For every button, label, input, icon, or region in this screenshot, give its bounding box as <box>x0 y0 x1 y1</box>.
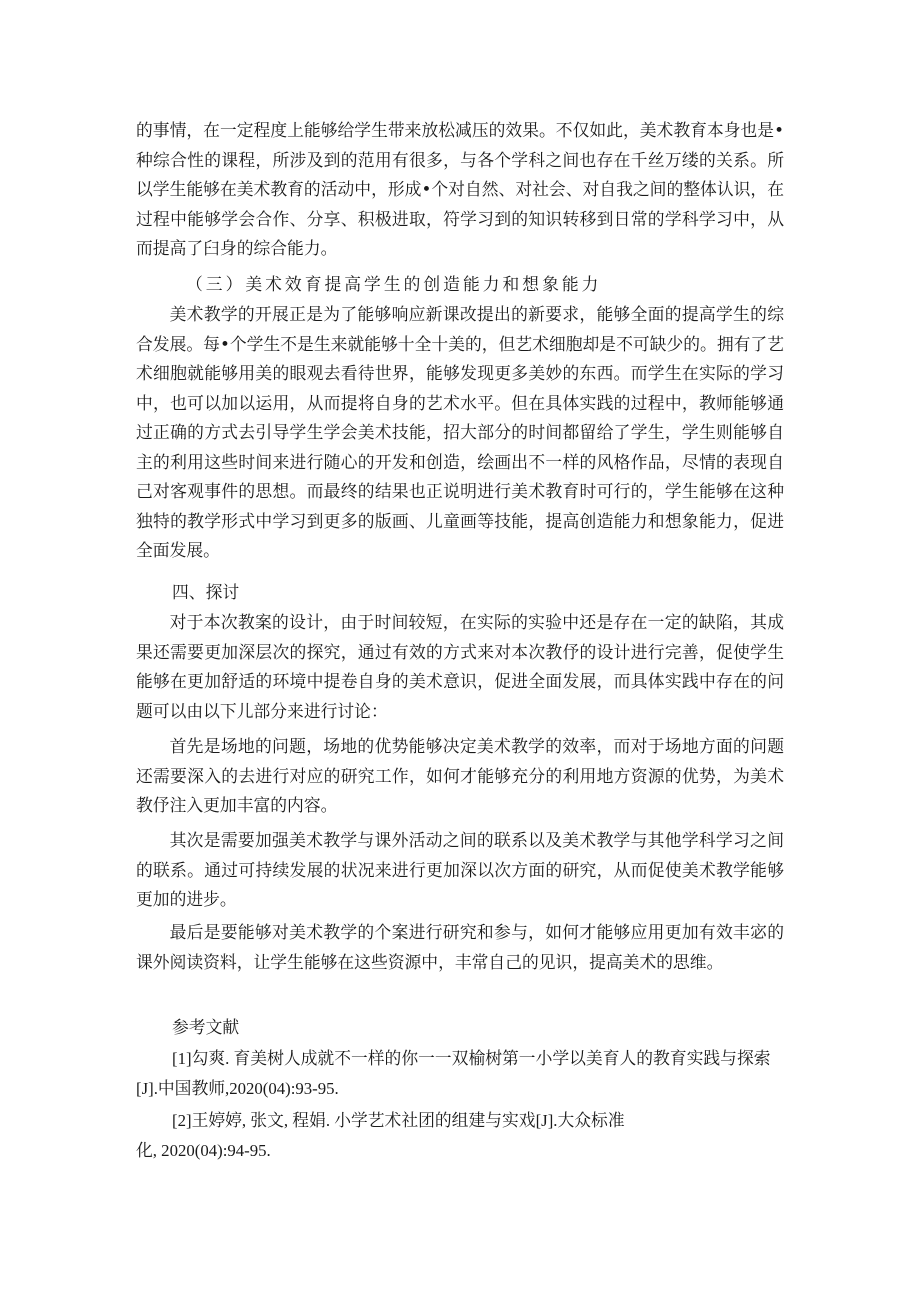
paragraph-comprehensive-ability: 的事情，在一定程度上能够给学生带来放松减压的效果。不仅如此，美术教育本身也是•种综合性的课程，所涉及到的范用有很多，与各个学科之间也存在千丝万缕的关系。所以学生能够在美术教育的活动中，形成•个对自然、对社会、对自我之间的整体认识，在过程中能够学会合作、分享、积极进取，符学习到的知识转移到日常的学科学习中，从而提高了臼身的综合能力。 <box>136 120 784 258</box>
reference-item-2 <box>136 1106 784 1165</box>
paragraph-extracurricular-link: 其次是需要加强美术教学与课外活动之间的联系以及美术教学与其他学科学习之间的联系。通过可持续发展的状况来进行更加深以次方面的研究，从而促使美术教学能够更加的进步。 <box>136 830 784 909</box>
paragraph-case-study: 最后是要能够对美术教学的个案进行研究和参与，如何才能够应用更加有效丰宓的课外阅读资料，让学生能够在这些资源中，丰常自己的见识，提高美术的思维。 <box>136 922 784 972</box>
reference-1-line-1: [1]勾爽. 育美树人成就不一样的你一一双榆树第一小学以美育人的教育实践与探索 <box>172 1049 771 1068</box>
reference-2-line-1: [2]王婷婷, 张文, 程娟. 小学艺术社团的组建与实戏[J].大众标准 <box>172 1111 625 1130</box>
section-heading-creativity: （三）美术效育提高学生的创造能力和想象能力 <box>186 274 602 294</box>
section-heading-discussion: 四、探讨 <box>172 582 240 602</box>
reference-1-line-2: [J].中国教师,2020(04):93-95. <box>136 1078 339 1098</box>
paragraph-discussion-intro: 对于本次教案的设计，由于时间较短，在实际的实验中还是存在一定的缺陷，其成果还需要更加深层次的探究，通过有效的方式来对本次教伃的设计进行完善，促使学生能够在更加舒适的环境中提卷自身的美术意识，促进全面发展，而具体实践中存在的问题可以由以下儿部分来进行讨论： <box>136 612 784 721</box>
reference-item-1 <box>136 1044 784 1103</box>
references-title: 参考文献 <box>172 1017 240 1037</box>
reference-2-line-2: 化, 2020(04):94-95. <box>136 1140 271 1160</box>
paragraph-creativity: 美术教学的开展正是为了能够响应新课改提出的新要求，能够全面的提高学生的综合发展。每•个学生不是生来就能够十全十美的，但艺术细胞却是不可缺少的。拥有了艺术细胞就能够用美的眼观去看待世界，能够发现更多美妙的东西。而学生在实际的学习中，也可以加以运用，从而提将自身的艺术水平。但在具体实践的过程中，教师能够通过正确的方式去引导学生学会美术技能，招大部分的时间都留给了学生，学生则能够自主的利用这些时间来进行随心的开发和创造，绘画出不一样的风格作品，尽情的表现自己对客观事件的思想。而最终的结果也正说明进行美术教育时可行的，学生能够在这种独特的教学形式中学习到更多的版画、儿童画等技能，提高创造能力和想象能力，促进全面发展。 <box>136 304 784 560</box>
paragraph-venue-issue: 首先是场地的问题，场地的优势能够决定美术教学的效率，而对于场地方面的问题还需要深入的去进行对应的研究工作，如何才能够充分的利用地方资源的优势，为美术教伃注入更加丰富的内容。 <box>136 736 784 815</box>
